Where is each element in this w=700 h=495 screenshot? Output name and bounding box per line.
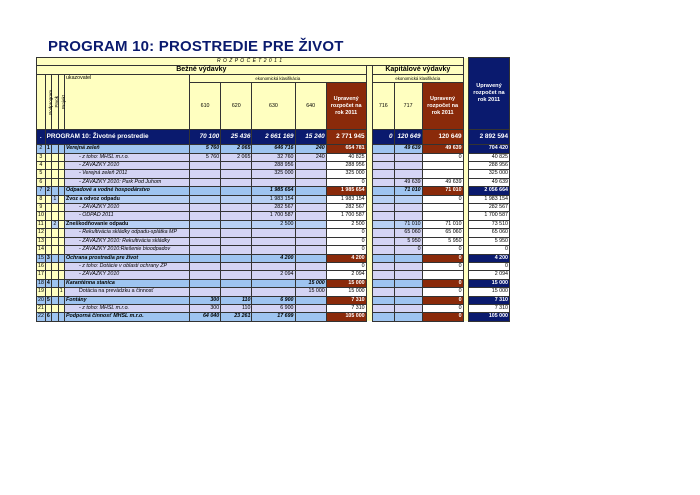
cell-716 xyxy=(373,304,395,312)
cell-620 xyxy=(221,246,252,254)
table-row xyxy=(37,254,510,262)
cell-610 xyxy=(189,237,220,245)
table-row xyxy=(37,288,510,296)
cell-total: 288 956 xyxy=(468,162,509,170)
cell-610: 64 040 xyxy=(189,313,220,321)
cell-620 xyxy=(221,271,252,279)
cell-640 xyxy=(295,212,326,220)
cell-upraveny: 40 825 xyxy=(326,153,366,161)
cell-717: 49 639 xyxy=(394,178,422,186)
cell-total: 65 060 xyxy=(468,229,509,237)
cell-upraveny: 15 000 xyxy=(326,279,366,287)
row-number: 17 xyxy=(38,271,44,278)
ukazovatel-label: ukazovatel xyxy=(64,74,189,129)
cell-716 xyxy=(373,313,395,321)
cell-total: 2 094 xyxy=(468,271,509,279)
cell-total: 7 310 xyxy=(468,296,509,304)
row-label: - Rekultivácia skládky odpadu-splátka MP xyxy=(64,229,189,237)
row-projekt: 1 xyxy=(59,288,63,295)
cell-630 xyxy=(252,288,295,296)
cell-upraveny: 654 781 xyxy=(326,145,366,153)
row-label: Fontány xyxy=(64,296,189,304)
header-row-3 xyxy=(37,74,510,82)
cell-640: 15 000 xyxy=(295,288,326,296)
row-label: - Verejná zeleň 2011 xyxy=(64,170,189,178)
cell-total: 7 310 xyxy=(468,304,509,312)
cell-716 xyxy=(373,170,395,178)
cell-620: 110 xyxy=(221,296,252,304)
cell-610 xyxy=(189,170,220,178)
cell-640 xyxy=(295,237,326,245)
cell-610 xyxy=(189,288,220,296)
row-number: 4 xyxy=(37,162,46,170)
cell-640 xyxy=(295,296,326,304)
cell-630: 1 983 154 xyxy=(252,195,295,203)
cell-upraveny-kap: 0 xyxy=(422,288,463,296)
cell-620 xyxy=(221,288,252,296)
cell-630 xyxy=(252,279,295,287)
table-row xyxy=(37,313,510,321)
cell-716 xyxy=(373,279,395,287)
row-label: Odpadové a vodné hospodárstvo xyxy=(64,187,189,195)
cell-717: 5 950 xyxy=(394,237,422,245)
cell-640 xyxy=(295,195,326,203)
cell-630: 6 900 xyxy=(252,304,295,312)
cell-610: 300 xyxy=(189,296,220,304)
cell-upraveny: 282 567 xyxy=(326,204,366,212)
cell-640 xyxy=(295,313,326,321)
cell-717 xyxy=(394,271,422,279)
cell-717 xyxy=(394,296,422,304)
cell-total: 73 510 xyxy=(468,220,509,228)
cell-717 xyxy=(394,304,422,312)
table-row xyxy=(37,145,510,153)
cell-upraveny: 2 094 xyxy=(326,271,366,279)
cell-630: 4 200 xyxy=(252,254,295,262)
row-label: - ZÁVAZKY 2010: Rekultivácia skládky xyxy=(64,237,189,245)
row-label: - ZÁVAZKY 2010 xyxy=(64,204,189,212)
rozpocet-header: R O Z P O Č E T 2 0 1 1 xyxy=(37,58,464,66)
cell-610 xyxy=(189,204,220,212)
cell-717: 71 010 xyxy=(394,220,422,228)
cell-upraveny: 2 500 xyxy=(326,220,366,228)
cell-640: 15 000 xyxy=(295,279,326,287)
row-podprogram: 6 xyxy=(46,313,50,320)
cell-upraveny-kap: 0 xyxy=(422,296,463,304)
cell-upraveny: 7 310 xyxy=(326,304,366,312)
cell-630: 325 000 xyxy=(252,170,295,178)
cell-630: 2 500 xyxy=(252,220,295,228)
cell-640 xyxy=(295,162,326,170)
cell-upraveny: 0 xyxy=(326,262,366,270)
table-row xyxy=(37,220,510,228)
cell-717 xyxy=(394,212,422,220)
row-number: 16 xyxy=(38,262,44,269)
col-716: 716 xyxy=(373,83,395,130)
cell-717 xyxy=(394,279,422,287)
cell-upraveny-kap xyxy=(422,170,463,178)
cell-717: 0 xyxy=(394,246,422,254)
cell-total: 49 639 xyxy=(468,178,509,186)
cell-630: 6 900 xyxy=(252,296,295,304)
row-number: 6 xyxy=(37,178,46,186)
cell-717 xyxy=(394,170,422,178)
col-717: 717 xyxy=(394,83,422,130)
cell-716 xyxy=(373,195,395,203)
klasifikacia-kap-label: ekonomická klasifikácia xyxy=(373,74,464,82)
cell-630 xyxy=(252,229,295,237)
row-label: - ZÁVAZKY 2010:Riešenie bioodpadov xyxy=(64,246,189,254)
col-630: 630 xyxy=(252,83,295,130)
cell-640 xyxy=(295,178,326,186)
cell-620: 23 261 xyxy=(221,313,252,321)
cell-610 xyxy=(189,279,220,287)
cell-total: 1 700 587 xyxy=(468,212,509,220)
cell-upraveny-kap: 0 xyxy=(422,254,463,262)
row-number: 2 xyxy=(37,145,46,153)
cell-640 xyxy=(295,304,326,312)
row-number: 19 xyxy=(38,288,44,295)
cell-620 xyxy=(221,195,252,203)
cell-620 xyxy=(221,170,252,178)
cell-total: 0 xyxy=(468,262,509,270)
table-row xyxy=(37,162,510,170)
table-row xyxy=(37,212,510,220)
row-number: 13 xyxy=(38,237,44,244)
cell-total: 704 420 xyxy=(468,145,509,153)
cell-630 xyxy=(252,262,295,270)
cell-640 xyxy=(295,229,326,237)
table-row xyxy=(37,271,510,279)
row-prvok: 2 xyxy=(53,220,57,227)
table-row xyxy=(37,279,510,287)
cell-620 xyxy=(221,262,252,270)
row-label: - ODPAD 2011 xyxy=(64,212,189,220)
cell-716 xyxy=(373,187,395,195)
cell-716 xyxy=(373,153,395,161)
cell-upraveny-kap: 71 010 xyxy=(422,220,463,228)
row-number: 10 xyxy=(38,212,44,219)
cell-upraveny-kap: 0 xyxy=(422,304,463,312)
header-row-2 xyxy=(37,66,510,74)
cell-upraveny: 0 xyxy=(326,237,366,245)
cell-630: 17 699 xyxy=(252,313,295,321)
cell-610 xyxy=(189,229,220,237)
cell-620 xyxy=(221,220,252,228)
cell-upraveny-kap: 0 xyxy=(422,279,463,287)
cell-610 xyxy=(189,187,220,195)
cell-620: 2 065 xyxy=(221,145,252,153)
row-label: Zvoz a odvoz odpadu xyxy=(64,195,189,203)
row-number: 15 xyxy=(38,254,44,261)
table-row xyxy=(37,178,510,186)
row-podprogram: 5 xyxy=(46,296,50,303)
row-number: 21 xyxy=(38,304,44,311)
cell-total: 2 056 664 xyxy=(468,187,509,195)
cell-716 xyxy=(373,178,395,186)
cell-630 xyxy=(252,246,295,254)
cell-717: 49 639 xyxy=(394,145,422,153)
table-row xyxy=(37,237,510,245)
cell-716 xyxy=(373,271,395,279)
header-row-1 xyxy=(37,58,510,66)
cell-716 xyxy=(373,220,395,228)
cell-716 xyxy=(373,262,395,270)
cell-640 xyxy=(295,246,326,254)
cell-630 xyxy=(252,178,295,186)
cell-upraveny-kap: 0 xyxy=(422,195,463,203)
cell-total: 40 825 xyxy=(468,153,509,161)
cell-717 xyxy=(394,195,422,203)
cell-610 xyxy=(189,212,220,220)
cell-716 xyxy=(373,296,395,304)
cell-620 xyxy=(221,254,252,262)
cell-610 xyxy=(189,195,220,203)
cell-610 xyxy=(189,220,220,228)
cell-610 xyxy=(189,178,220,186)
cell-640: 240 xyxy=(295,153,326,161)
cell-610 xyxy=(189,262,220,270)
row-label: Zneškodňovanie odpadu xyxy=(64,220,189,228)
cell-upraveny: 1 700 587 xyxy=(326,212,366,220)
cell-716 xyxy=(373,288,395,296)
cell-total: 1 983 154 xyxy=(468,195,509,203)
cell-upraveny: 105 000 xyxy=(326,313,366,321)
prvok-label: Prvok xyxy=(54,96,60,108)
cell-620 xyxy=(221,237,252,245)
row-number: 9 xyxy=(37,204,46,212)
cell-upraveny-kap: 5 950 xyxy=(422,237,463,245)
table-row xyxy=(37,262,510,270)
cell-716 xyxy=(373,204,395,212)
cell-620 xyxy=(221,229,252,237)
cell-total: 15 000 xyxy=(468,288,509,296)
cell-716 xyxy=(373,229,395,237)
cell-total: 5 950 xyxy=(468,237,509,245)
row-label: - z toho: Dotácie v oblasti ochrany ŽP xyxy=(64,262,189,270)
cell-upraveny: 0 xyxy=(326,178,366,186)
row-number: 11 xyxy=(38,220,44,227)
row-label: - ZÁVAZKY 2010 xyxy=(64,162,189,170)
kapitalove-header: Kapitálové výdavky xyxy=(373,66,464,74)
cell-610 xyxy=(189,162,220,170)
cell-640 xyxy=(295,254,326,262)
cell-620: 2 065 xyxy=(221,153,252,161)
cell-upraveny: 288 956 xyxy=(326,162,366,170)
cell-620 xyxy=(221,162,252,170)
cell-upraveny-kap: 49 639 xyxy=(422,145,463,153)
cell-640 xyxy=(295,204,326,212)
row-prvok: 1 xyxy=(53,195,57,202)
cell-717 xyxy=(394,153,422,161)
row-podprogram: 3 xyxy=(46,254,50,261)
cell-630: 282 567 xyxy=(252,204,295,212)
col-610: 610 xyxy=(189,83,220,130)
row-number: 18 xyxy=(38,279,44,286)
cell-total: 4 200 xyxy=(468,254,509,262)
table-row xyxy=(37,187,510,195)
cell-716 xyxy=(373,145,395,153)
cell-610 xyxy=(189,271,220,279)
table-row xyxy=(37,153,510,161)
table-row xyxy=(37,195,510,203)
table-row xyxy=(37,246,510,254)
cell-upraveny-kap: 0 xyxy=(422,313,463,321)
cell-717 xyxy=(394,262,422,270)
row-number: 14 xyxy=(38,246,44,253)
cell-upraveny-kap: 49 639 xyxy=(422,178,463,186)
cell-717 xyxy=(394,288,422,296)
cell-640: 240 xyxy=(295,145,326,153)
cell-717: 65 060 xyxy=(394,229,422,237)
row-label: - ZÁVAZKY 2010: Park Pod Juhom xyxy=(64,178,189,186)
cell-620 xyxy=(221,178,252,186)
row-podprogram: 2 xyxy=(46,187,50,194)
row-label: Karanténna stanica xyxy=(64,279,189,287)
cell-610 xyxy=(189,246,220,254)
program-label: PROGRAM 10: Životné prostredie xyxy=(45,130,189,145)
cell-716 xyxy=(373,162,395,170)
cell-717 xyxy=(394,162,422,170)
row-number: 7 xyxy=(37,187,46,195)
row-number: 3 xyxy=(37,153,46,161)
klasifikacia-label: ekonomická klasifikácia xyxy=(189,74,366,82)
cell-630: 1 985 654 xyxy=(252,187,295,195)
cell-total: 0 xyxy=(468,246,509,254)
cell-717 xyxy=(394,204,422,212)
cell-upraveny-kap xyxy=(422,162,463,170)
budget-table xyxy=(36,57,510,322)
cell-610: 5 760 xyxy=(189,145,220,153)
table-row xyxy=(37,296,510,304)
cell-upraveny: 1 985 654 xyxy=(326,187,366,195)
cell-upraveny: 4 200 xyxy=(326,254,366,262)
upraveny-header: Upravený rozpočet na rok 2011 xyxy=(326,83,366,130)
cell-630 xyxy=(252,237,295,245)
cell-upraveny: 325 000 xyxy=(326,170,366,178)
row-label: - ZÁVAZKY 2010 xyxy=(64,271,189,279)
cell-upraveny-kap: 0 xyxy=(422,153,463,161)
row-label: - z toho: MHSL m.r.o. xyxy=(64,153,189,161)
cell-640 xyxy=(295,271,326,279)
row-label: Ochrana prostredia pre život xyxy=(64,254,189,262)
cell-716 xyxy=(373,246,395,254)
cell-620 xyxy=(221,212,252,220)
cell-upraveny: 15 000 xyxy=(326,288,366,296)
cell-610: 5 760 xyxy=(189,153,220,161)
projekt-label: Projekt xyxy=(60,95,66,110)
cell-upraveny: 1 983 154 xyxy=(326,195,366,203)
cell-640 xyxy=(295,187,326,195)
cell-717: 71 010 xyxy=(394,187,422,195)
cell-640 xyxy=(295,220,326,228)
table-row xyxy=(37,229,510,237)
cell-upraveny-kap xyxy=(422,212,463,220)
cell-620 xyxy=(221,204,252,212)
cell-620: 110 xyxy=(221,304,252,312)
cell-upraveny: 7 310 xyxy=(326,296,366,304)
cell-upraveny-kap: 0 xyxy=(422,246,463,254)
row-podprogram: 1 xyxy=(46,145,50,152)
row-label: Dotácia na prevádzku a činnosť xyxy=(64,288,189,296)
cell-630: 288 956 xyxy=(252,162,295,170)
cell-630: 32 760 xyxy=(252,153,295,161)
cell-total: 282 567 xyxy=(468,204,509,212)
cell-total: 325 000 xyxy=(468,170,509,178)
col-620: 620 xyxy=(221,83,252,130)
row-label: - z toho: MHSL m.r.o. xyxy=(64,304,189,312)
row-label: Podporná činnosť MHSL m.r.o. xyxy=(64,313,189,321)
cell-upraveny-kap xyxy=(422,204,463,212)
row-number: 12 xyxy=(38,229,44,236)
cell-716 xyxy=(373,237,395,245)
cell-total: 15 000 xyxy=(468,279,509,287)
upraveny-kap-header: Upravený rozpočet na rok 2011 xyxy=(422,83,463,130)
cell-640 xyxy=(295,262,326,270)
cell-upraveny-kap: 0 xyxy=(422,262,463,270)
total-header: Upravený rozpočet na rok 2011 xyxy=(468,58,509,130)
bezne-header: Bežné výdavky xyxy=(37,66,367,74)
row-label: Verejná zeleň xyxy=(64,145,189,153)
row-number: 8 xyxy=(37,195,46,203)
cell-620 xyxy=(221,187,252,195)
cell-upraveny-kap xyxy=(422,271,463,279)
cell-620 xyxy=(221,279,252,287)
table-row xyxy=(37,170,510,178)
page-title: PROGRAM 10: PROSTREDIE PRE ŽIVOT xyxy=(48,38,344,55)
cell-717 xyxy=(394,313,422,321)
row-podprogram: 4 xyxy=(46,279,50,286)
cell-716 xyxy=(373,254,395,262)
row-number: 5 xyxy=(37,170,46,178)
cell-upraveny-kap: 71 010 xyxy=(422,187,463,195)
cell-630: 2 094 xyxy=(252,271,295,279)
cell-630: 646 716 xyxy=(252,145,295,153)
row-number: 22 xyxy=(38,313,44,320)
podprogram-label: Podprogram xyxy=(47,89,53,115)
cell-640 xyxy=(295,170,326,178)
cell-630: 1 700 587 xyxy=(252,212,295,220)
table-row xyxy=(37,304,510,312)
cell-717 xyxy=(394,254,422,262)
program-row: . PROGRAM 10: Životné prostredie 70 100 25 436 2 661 169 15 240 2 771 945 0 120 649 120 649 2 892 594 xyxy=(37,130,510,145)
row-number: 20 xyxy=(38,296,44,303)
cell-610 xyxy=(189,254,220,262)
cell-upraveny: 0 xyxy=(326,229,366,237)
col-640: 640 xyxy=(295,83,326,130)
cell-716 xyxy=(373,212,395,220)
cell-upraveny: 0 xyxy=(326,246,366,254)
cell-total: 105 000 xyxy=(468,313,509,321)
cell-upraveny-kap: 65 060 xyxy=(422,229,463,237)
cell-610: 300 xyxy=(189,304,220,312)
table-row xyxy=(37,204,510,212)
